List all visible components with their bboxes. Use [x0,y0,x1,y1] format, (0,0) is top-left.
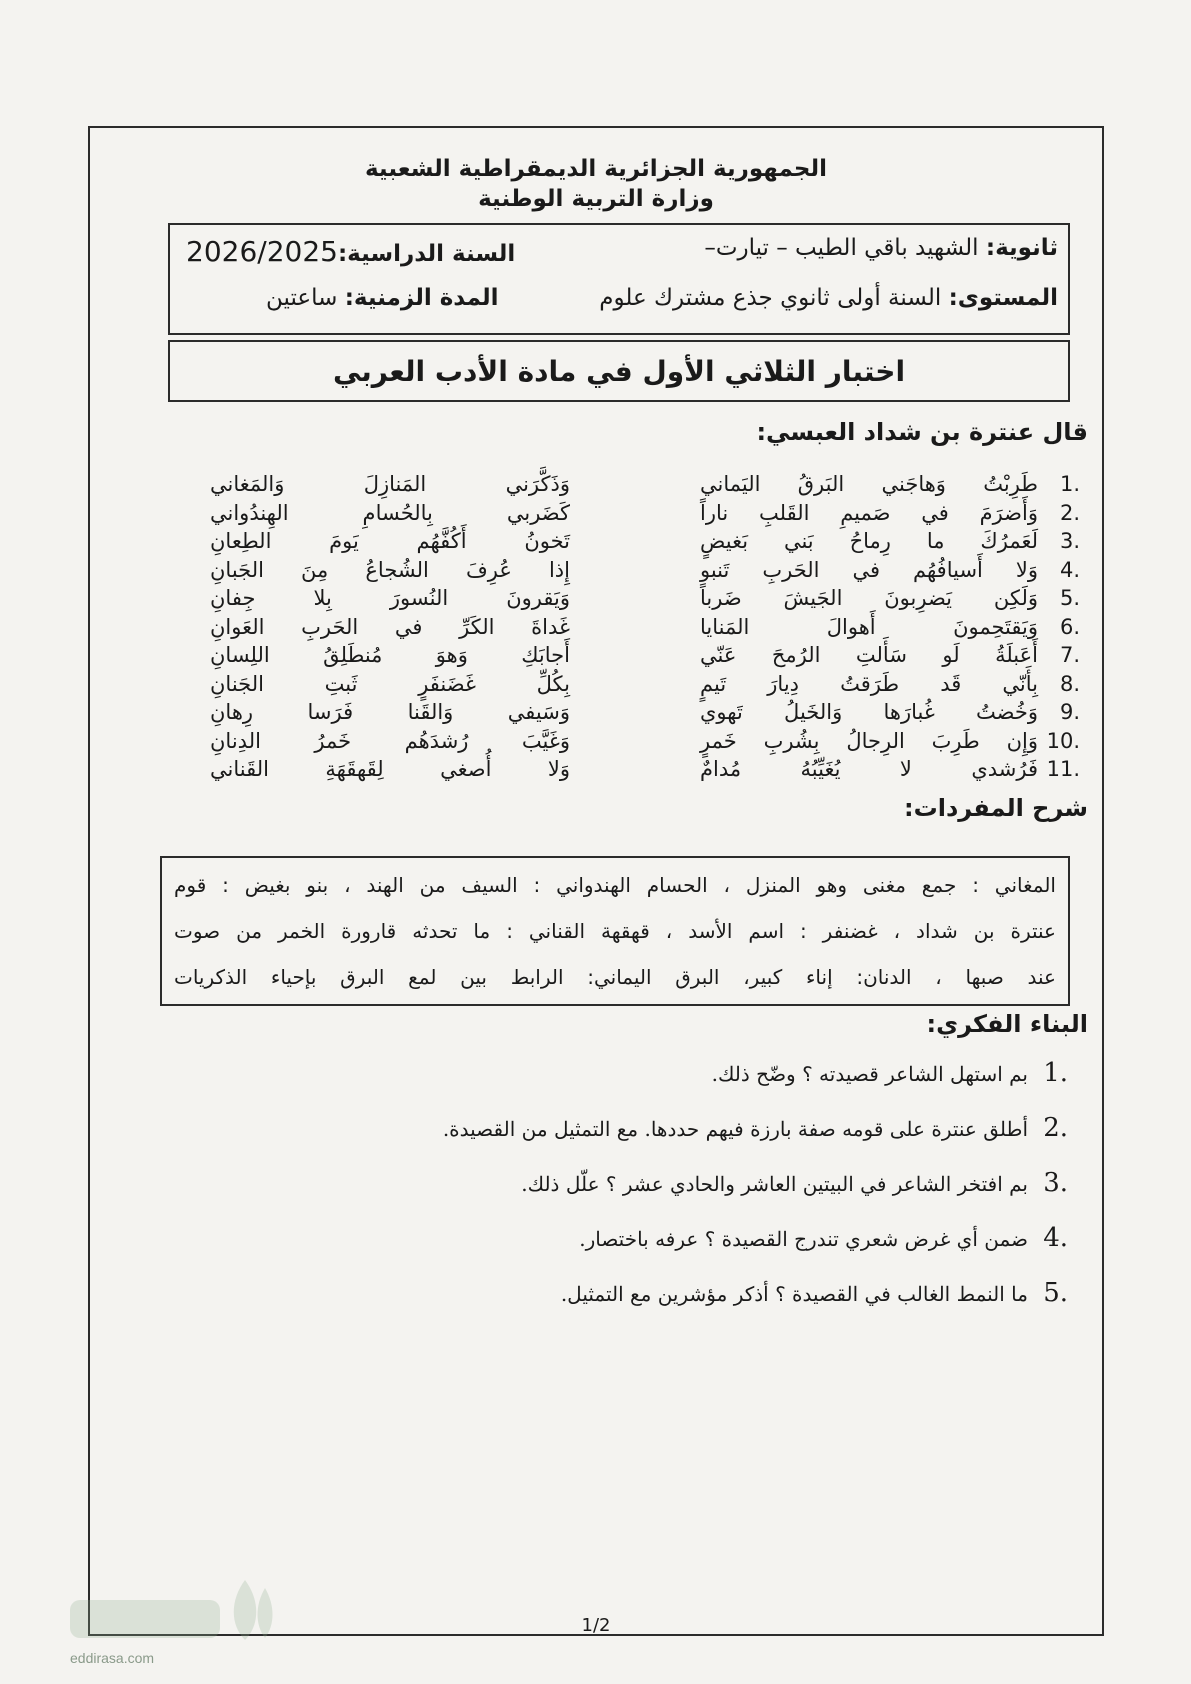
verse-1 [210,470,1080,499]
question-text: بم استهل الشاعر قصيدته ؟ وضّح ذلك. [711,1062,1028,1086]
verse-2 [210,499,1080,528]
verse-first-half [700,499,1080,528]
question-text: بم افتخر الشاعر في البيتين العاشر والحادي عشر ؟ علّل ذلك. [521,1172,1028,1196]
exam-info-box [168,223,1070,335]
verse-11 [210,755,1080,784]
verse-first-half [700,613,1080,642]
verse-sadr: طَرِبْتُ وَهاجَني البَرقُ اليَماني [700,472,1038,496]
verse-5 [210,584,1080,613]
question-text: ما النمط الغالب في القصيدة ؟ أذكر مؤشرين مع التمثيل. [560,1282,1028,1306]
watermark-logo [60,1570,300,1654]
poem [210,470,1080,784]
vocab-line-1: المغاني : جمع مغنى وهو المنزل ، الحسام الهندواني : السيف من الهند ، بنو بغيض : قوم [174,873,1056,897]
verse-number: 3. [1059,529,1080,553]
verse-7 [210,641,1080,670]
question-number: 3. [1043,1168,1068,1198]
verse-first-half [700,727,1080,756]
verse-ajuz: بِكُلِّ غَضَنفَرٍ ثَبتِ الجَنانِ [210,671,570,696]
verse-sadr: وَيَقتَحِمونَ أَهوالَ المَنايا [700,614,1038,639]
question-number: 2. [1043,1113,1068,1143]
poem-intro: قال عنترة بن شداد العبسي: [756,418,1088,446]
ministry-heading: وزارة التربية الوطنية [478,186,714,212]
verse-10 [210,727,1080,756]
verse-first-half [700,641,1080,670]
question-number: 1. [1043,1058,1068,1088]
question-4 [168,1223,1068,1278]
info-row-school [186,235,1058,268]
verse-ajuz: غَداةَ الكَرِّ في الحَربِ العَوانِ [210,614,570,639]
school-value: الشهيد باقي الطيب – تيارت– [704,235,979,261]
verse-4 [210,556,1080,585]
vocab-line-3: عند صبها ، الدنان: إناء كبير، البرق اليماني: الرابط بين لمع البرق بإحياء الذكريات [174,965,1056,989]
verse-ajuz: أَجابَكِ وَهوَ مُنطَلِقُ اللِسانِ [210,643,570,667]
verse-first-half [700,527,1080,556]
question-2 [168,1113,1068,1168]
page-number: 1/2 [581,1615,611,1636]
verse-first-half [700,755,1080,784]
verse-number: 6. [1059,614,1080,639]
republic-heading: الجمهورية الجزائرية الديمقراطية الشعبية [364,156,828,182]
duration-label: المدة الزمنية: [344,285,499,311]
verse-sadr: وَأَضرَمَ في صَميمِ القَلبِ ناراً [700,500,1038,525]
verse-number: 4. [1059,557,1080,582]
verse-ajuz: إِذا عُرِفَ الشُجاعُ مِنَ الجَبانِ [210,557,570,582]
question-text: أطلق عنترة على قومه صفة بارزة فيهم حددها. مع التمثيل من القصيدة. [442,1117,1028,1141]
verse-sadr: لَعَمرُكَ ما رِماحُ بَني بَغيضٍ [700,529,1038,553]
verse-first-half [700,470,1080,499]
question-text: ضمن أي غرض شعري تندرج القصيدة ؟ عرفه باختصار. [579,1227,1028,1251]
verse-ajuz: وَذَكَّرَني المَنازِلَ وَالمَغاني [210,472,570,496]
verse-ajuz: وَسَيفي وَالقَنا فَرَسا رِهانِ [210,700,570,724]
verse-first-half [700,698,1080,727]
watermark-url: eddirasa.com [70,1650,155,1666]
verse-number: 1. [1059,472,1080,496]
verse-number: 10. [1046,728,1080,753]
verse-first-half [700,584,1080,613]
verse-ajuz: وَغَيَّبَ رُشدَهُم خَمرُ الدِنانِ [210,728,570,753]
vocab-line-2: عنترة بن شداد ، غضنفر : اسم الأسد ، قهقهة القناني : ما تحدثه قارورة الخمر من صوت [174,919,1056,943]
verse-ajuz: كَضَربي بِالحُسامِ الهِندُواني [210,500,570,525]
verse-ajuz: وَلا أُصغي لِقَهقَهَةِ القَناني [210,757,570,781]
level-label: المستوى: [948,285,1058,311]
school-label: ثانوية: [985,235,1058,261]
verse-sadr: وَإِن طَرِبَ الرِجالُ بِشُربِ خَمرٍ [700,728,1038,753]
exam-page [88,126,1104,1636]
question-3 [168,1168,1068,1223]
question-5 [168,1278,1068,1333]
exam-title: اختبار الثلاثي الأول في مادة الأدب العربي [168,340,1070,402]
verse-number: 9. [1059,700,1080,724]
question-list [168,1058,1068,1333]
info-row-level [186,285,1058,311]
verse-6 [210,613,1080,642]
verse-ajuz: تَخونُ أَكُفَّهُم يَومَ الطِعانِ [210,529,570,553]
verse-first-half [700,556,1080,585]
vocab-title: شرح المفردات: [904,794,1088,822]
level-value: السنة أولى ثانوي جذع مشترك علوم [599,285,942,311]
verse-number: 2. [1059,500,1080,525]
verse-number: 8. [1059,671,1080,696]
question-1 [168,1058,1068,1113]
verse-number: 5. [1059,586,1080,610]
verse-sadr: وَلَكِن يَضرِبونَ الجَيشَ ضَرباً [700,586,1038,610]
duration-value: ساعتين [266,285,338,311]
verse-sadr: وَلا أَسيافُهُم في الحَربِ تَنبو [700,557,1038,582]
verse-9 [210,698,1080,727]
question-number: 5. [1043,1278,1068,1308]
questions-title: البناء الفكري: [926,1010,1088,1038]
verse-ajuz: وَيَقرونَ النُسورَ بِلا جِفانِ [210,586,570,610]
verse-sadr: وَخُضتُ غُبارَها وَالخَيلُ تَهوي [700,700,1038,724]
verse-8 [210,670,1080,699]
verse-first-half [700,670,1080,699]
verse-sadr: فَرُشدي لا يُغَيِّبُهُ مُدامٌ [700,757,1038,781]
verse-number: 11. [1046,757,1080,781]
verse-number: 7. [1059,643,1080,667]
question-number: 4. [1043,1223,1068,1253]
verse-sadr: بِأَنّي قَد طَرَقتُ دِيارَ تَيمٍ [700,671,1038,696]
year-label: السنة الدراسية: [337,241,516,267]
vocab-box [160,856,1070,1006]
verse-3 [210,527,1080,556]
verse-sadr: أَعَبلَةُ لَو سَأَلتِ الرُمحَ عَنّي [700,643,1038,667]
year-value: 2026/2025 [186,235,338,268]
